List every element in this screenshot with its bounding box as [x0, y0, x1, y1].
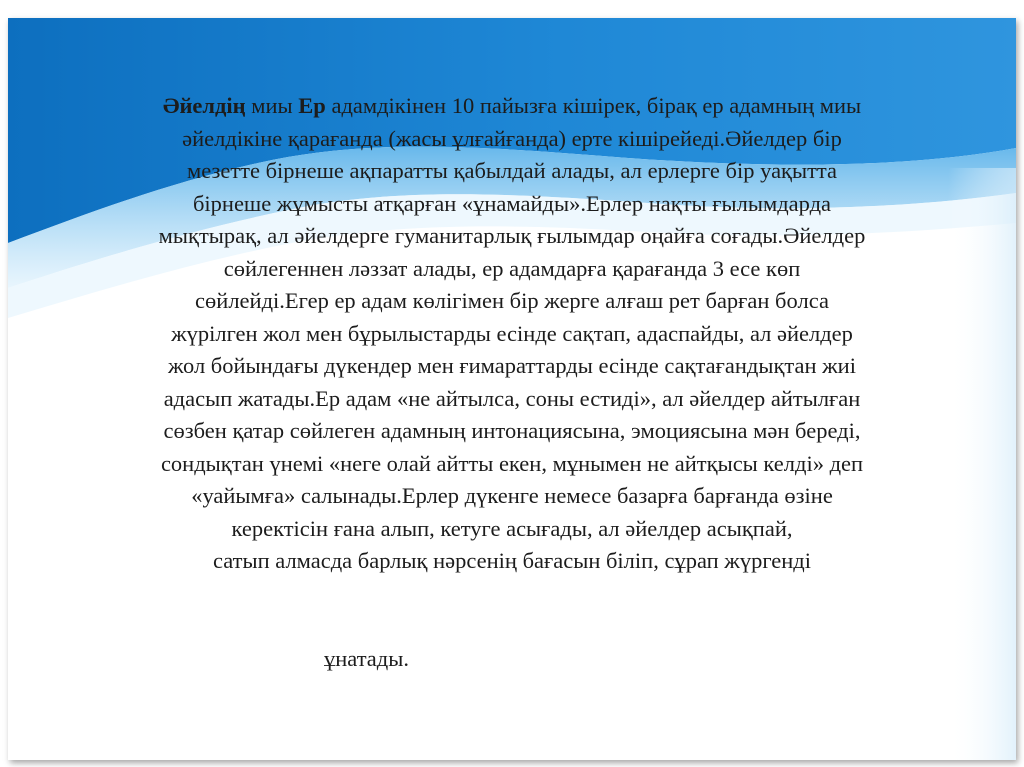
text-line-13: «уайымға» салынады.Ерлер дүкенге немесе базарға барғанда өзіне	[191, 483, 833, 508]
text-line-11: сөзбен қатар сөйлеген адамның интонациясына, эмоциясына мән береді,	[163, 418, 861, 443]
text-line-1: Әйелдің миы Ер адамдікінен 10 пайызға кішірек, бірақ ер адамның миы	[162, 93, 862, 118]
text-line-5: мықтырақ, ал әйелдерге гуманитарлық ғылымдар оңайға соғады.Әйелдер	[158, 223, 866, 248]
presentation-slide	[8, 18, 1016, 760]
text-line-6: сөйлегеннен ләззат алады, ер адамдарға қарағанда 3 есе көп	[223, 255, 801, 281]
text-line-7: сөйлейді.Егер ер адам көлігімен бір жерге алғаш рет барған болса	[195, 288, 829, 313]
bold-word-aieldin: Әйелдің	[162, 93, 246, 118]
bold-word-er: Ер	[298, 93, 326, 118]
slide-text-body	[8, 90, 1016, 578]
text-line-15: сатып алмасда барлық нәрсенің бағасын біліп, сұрап жүргенді	[212, 548, 812, 573]
text-line-9: жол бойындағы дүкендер мен ғимараттарды есінде сақтағандықтан жиі	[168, 353, 856, 378]
text-line-8: жүрілген жол мен бұрылыстарды есінде сақтап, адаспайды, ал әйелдер	[171, 320, 853, 346]
text-line-14: керектісін ғана алып, кетуге асығады, ал әйелдер асықпай,	[231, 515, 793, 541]
text-line-12: сондықтан үнемі «неге олай айтты екен, мұнымен не айтқысы келді» деп	[160, 450, 864, 476]
text-line-3: мезетте бірнеше ақпаратты қабылдай алады, ал ерлерге бір уақытта	[186, 158, 838, 183]
text-last-line: ұнатады.	[324, 646, 409, 671]
text-line-10: адасып жатады.Ер адам «не айтылса, соны естиді», ал әйелдер айтылған	[163, 385, 861, 411]
text-line-4: бірнеше жұмысты атқарған «ұнамайды».Ерлер нақты ғылымдарда	[192, 190, 832, 216]
text-line-2: әйелдікіне қарағанда (жасы ұлғайғанда) ерте кішірейеді.Әйелдер бір	[182, 125, 842, 151]
